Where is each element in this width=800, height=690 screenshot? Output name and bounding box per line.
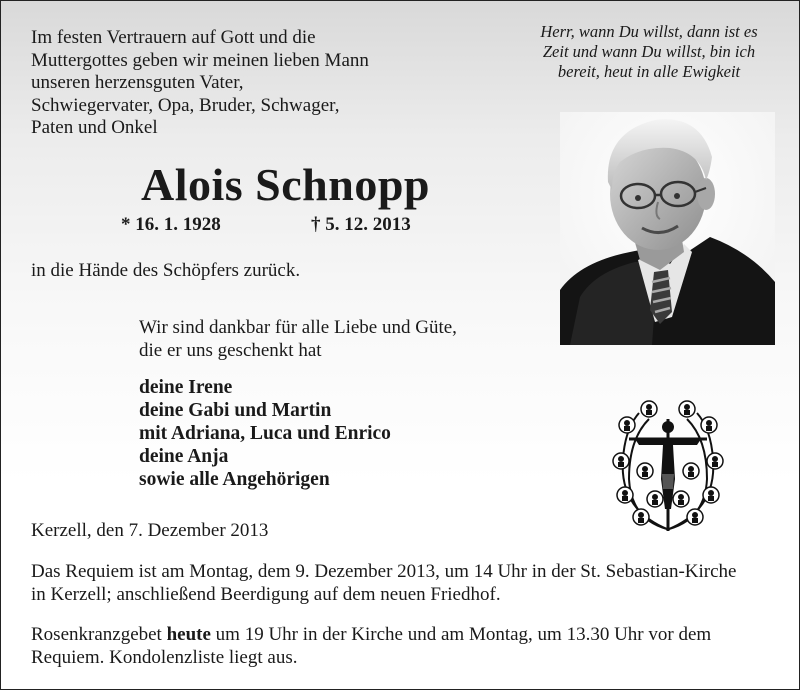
intro-line: unseren herzensguten Vater, (31, 72, 244, 93)
thanks-text (139, 316, 519, 362)
motto-quote (511, 22, 787, 82)
rosary-text-after: um 19 Uhr in der Kirche und am Montag, um 13.30 Uhr vor dem (210, 624, 712, 645)
rosary-line: Requiem. Kondolenzliste liegt aus. (31, 647, 298, 668)
motto-line: Zeit und wann Du willst, bin ich (542, 42, 756, 61)
intro-line: Muttergottes geben wir meinen lieben Mann (31, 49, 369, 71)
mourner-entry: sowie alle Angehörigen (139, 469, 330, 490)
deceased-name: Alois Schnopp (141, 159, 431, 210)
requiem-line: in Kerzell; anschließend Beerdigung auf dem neuen Friedhof. (31, 584, 501, 605)
place-date: Kerzell, den 7. Dezember 2013 (31, 520, 269, 541)
portrait-drawing (560, 112, 775, 345)
rosary-highlight: heute (166, 624, 211, 645)
rosary-notice (31, 623, 791, 669)
intro-text (31, 27, 431, 140)
requiem-notice (31, 560, 791, 606)
mourner-entry: deine Irene (139, 377, 233, 398)
mourner-entry: mit Adriana, Luca und Enrico (139, 423, 391, 444)
intro-line: Paten und Onkel (31, 117, 158, 138)
thanks-line: die er uns geschenkt hat (139, 340, 322, 361)
thanks-line: Wir sind dankbar für alle Liebe und Güte, (139, 317, 457, 338)
return-line: in die Hände des Schöpfers zurück. (31, 260, 301, 281)
death-date: † 5. 12. 2013 (311, 214, 411, 235)
mourner-entry: deine Anja (139, 446, 229, 467)
motto-line: Herr, wann Du willst, dann ist es (540, 22, 758, 41)
crucifix-tree-of-life-icon (609, 399, 727, 534)
motto-line: bereit, heut in alle Ewigkeit (557, 62, 741, 81)
requiem-line: Das Requiem ist am Montag, dem 9. Dezember 2013, um 14 Uhr in der St. Sebastian-Kirche (31, 561, 737, 582)
rosary-text-before: Rosenkranzgebet (31, 624, 167, 645)
intro-line: Schwiegervater, Opa, Bruder, Schwager, (31, 94, 340, 116)
crucifix-drawing (609, 399, 727, 534)
intro-line: Im festen Vertrauern auf Gott und die (31, 27, 316, 48)
birth-date: * 16. 1. 1928 (121, 214, 221, 235)
rosary-line (31, 623, 791, 646)
portrait-photo (560, 112, 775, 345)
mourner-entry: deine Gabi und Martin (139, 400, 332, 421)
mourners-list (139, 376, 519, 491)
